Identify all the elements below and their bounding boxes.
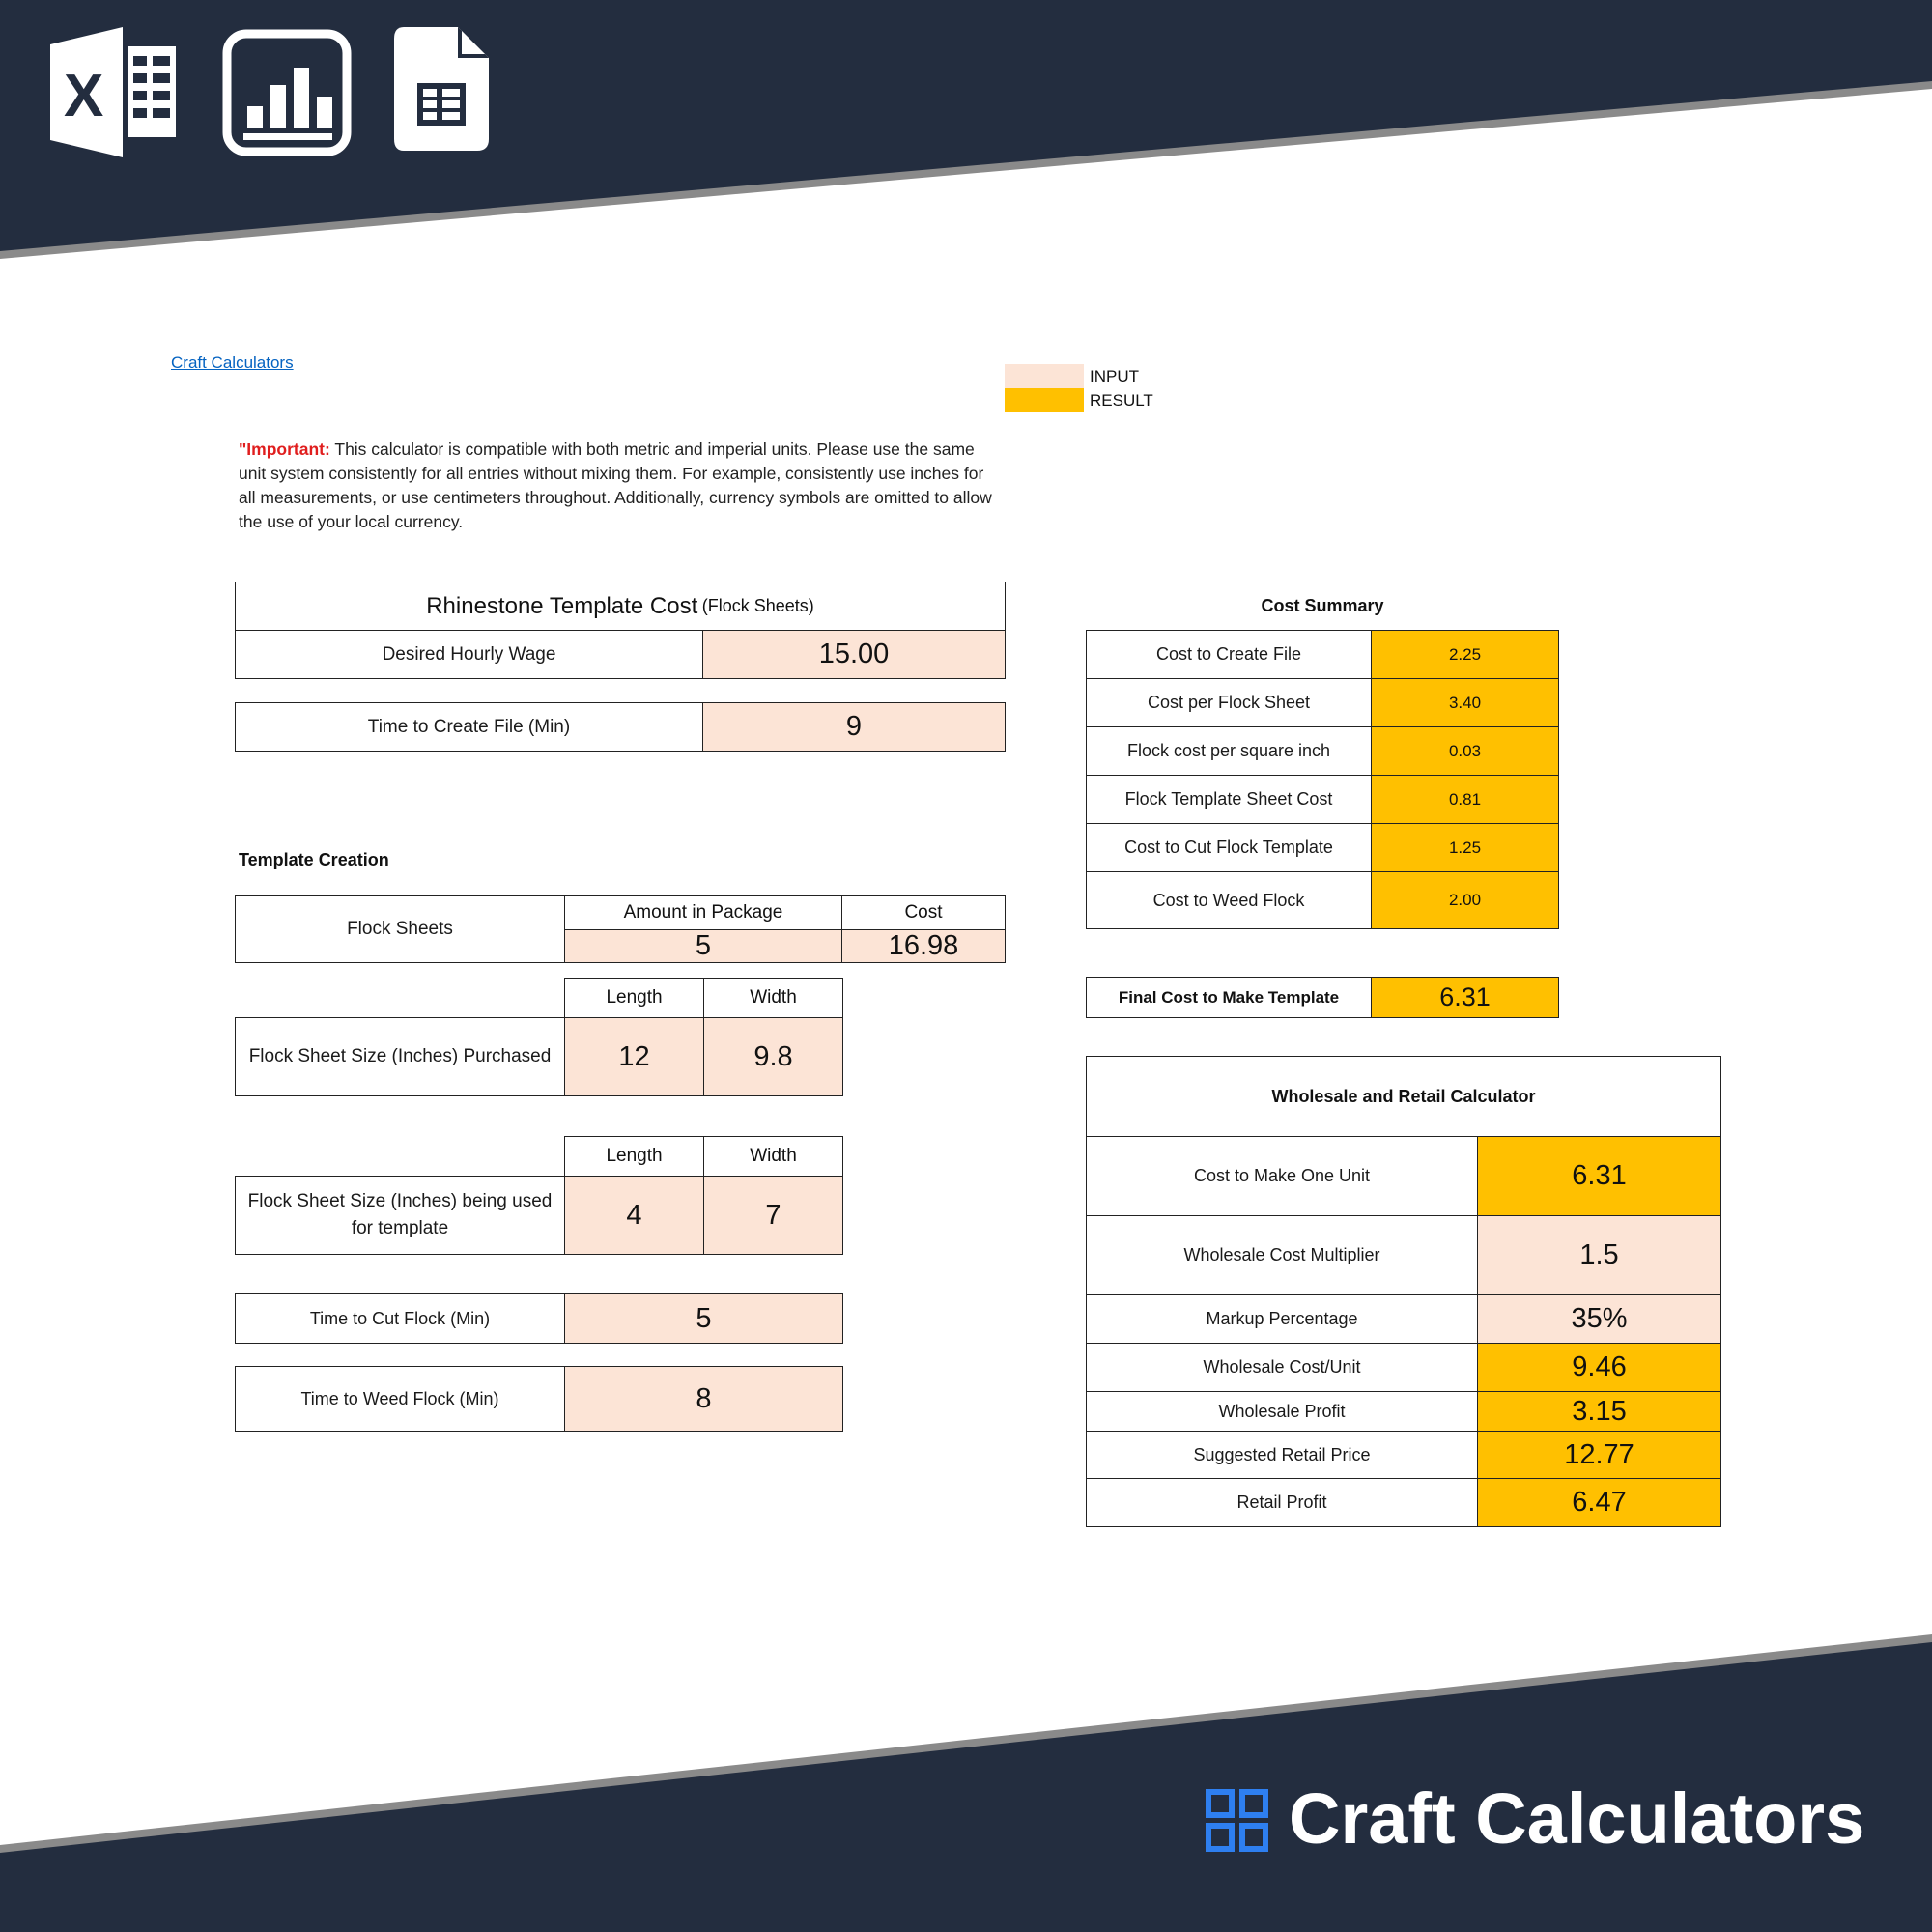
wholesale-label: Suggested Retail Price	[1086, 1431, 1478, 1479]
hourly-wage-input[interactable]: 15.00	[702, 630, 1006, 679]
time-file-input[interactable]: 9	[702, 702, 1006, 752]
main-table-title	[235, 582, 1006, 631]
time-file-label: Time to Create File (Min)	[235, 702, 703, 752]
summary-label: Cost per Flock Sheet	[1086, 678, 1372, 727]
legend-result-swatch	[1005, 388, 1084, 412]
used-length-header: Length	[564, 1136, 704, 1177]
cut-input[interactable]: 5	[564, 1293, 843, 1344]
wholesale-label: Wholesale Cost/Unit	[1086, 1343, 1478, 1392]
purchased-size-label: Flock Sheet Size (Inches) Purchased	[235, 1017, 565, 1096]
wholesale-profit-value: 3.15	[1477, 1391, 1721, 1432]
retail-price-value: 12.77	[1477, 1431, 1721, 1479]
important-text: This calculator is compatible with both metric and imperial units. Please use the same unit system consistently for all entries without mixing them. For example, consistently use inches for all measurements, or use centimeters throughout. Additionally, currency symbols are omitted to allow the use of your local currency.	[239, 440, 992, 531]
main-title: Rhinestone Template Cost	[426, 592, 698, 619]
summary-value: 3.40	[1371, 678, 1559, 727]
template-creation-heading: Template Creation	[239, 850, 389, 869]
used-size-label: Flock Sheet Size (Inches) being used for template	[235, 1176, 565, 1255]
cost-summary-title: Cost Summary	[1261, 596, 1384, 615]
summary-label: Cost to Create File	[1086, 630, 1372, 679]
cost-one-unit-value: 6.31	[1477, 1136, 1721, 1216]
amount-input[interactable]: 5	[564, 929, 842, 963]
cost-input[interactable]: 16.98	[841, 929, 1006, 963]
wholesale-label: Retail Profit	[1086, 1478, 1478, 1527]
markup-input[interactable]: 35%	[1477, 1294, 1721, 1344]
final-cost-label: Final Cost to Make Template	[1086, 977, 1372, 1018]
legend-input-swatch	[1005, 364, 1084, 388]
summary-label: Flock cost per square inch	[1086, 726, 1372, 776]
summary-value: 0.81	[1371, 775, 1559, 824]
summary-label: Cost to Cut Flock Template	[1086, 823, 1372, 872]
summary-value: 2.00	[1371, 871, 1559, 929]
retail-profit-value: 6.47	[1477, 1478, 1721, 1527]
used-length-input[interactable]: 4	[564, 1176, 704, 1255]
used-width-header: Width	[703, 1136, 843, 1177]
brand-name: Craft Calculators	[1289, 1778, 1865, 1859]
cut-label: Time to Cut Flock (Min)	[235, 1293, 565, 1344]
important-label: "Important:	[239, 440, 330, 459]
grid-logo-icon	[1206, 1789, 1269, 1853]
excel-icon[interactable]	[50, 27, 181, 157]
hourly-wage-label: Desired Hourly Wage	[235, 630, 703, 679]
important-note	[239, 438, 1002, 534]
craft-calculators-link[interactable]: Craft Calculators	[171, 354, 294, 372]
legend-input-label: INPUT	[1090, 367, 1139, 385]
excel-letter: X	[64, 63, 104, 129]
wholesale-label: Wholesale Profit	[1086, 1391, 1478, 1432]
used-width-input[interactable]: 7	[703, 1176, 843, 1255]
wholesale-label: Cost to Make One Unit	[1086, 1136, 1478, 1216]
purchased-length-header: Length	[564, 978, 704, 1018]
wholesale-label: Markup Percentage	[1086, 1294, 1478, 1344]
wholesale-cost-value: 9.46	[1477, 1343, 1721, 1392]
summary-label: Cost to Weed Flock	[1086, 871, 1372, 929]
summary-value: 0.03	[1371, 726, 1559, 776]
cost-header: Cost	[841, 895, 1006, 930]
weed-label: Time to Weed Flock (Min)	[235, 1366, 565, 1432]
summary-label: Flock Template Sheet Cost	[1086, 775, 1372, 824]
summary-value: 1.25	[1371, 823, 1559, 872]
main-subtitle: (Flock Sheets)	[701, 596, 814, 615]
multiplier-input[interactable]: 1.5	[1477, 1215, 1721, 1295]
purchased-length-input[interactable]: 12	[564, 1017, 704, 1096]
wholesale-title: Wholesale and Retail Calculator	[1086, 1056, 1721, 1137]
final-cost-value: 6.31	[1371, 977, 1559, 1018]
summary-value: 2.25	[1371, 630, 1559, 679]
sheets-icon[interactable]	[394, 27, 489, 151]
legend-result-label: RESULT	[1090, 391, 1153, 410]
purchased-width-header: Width	[703, 978, 843, 1018]
amount-header: Amount in Package	[564, 895, 842, 930]
purchased-width-input[interactable]: 9.8	[703, 1017, 843, 1096]
weed-input[interactable]: 8	[564, 1366, 843, 1432]
wholesale-label: Wholesale Cost Multiplier	[1086, 1215, 1478, 1295]
flock-sheets-label: Flock Sheets	[235, 895, 565, 963]
chart-icon[interactable]	[222, 29, 352, 156]
